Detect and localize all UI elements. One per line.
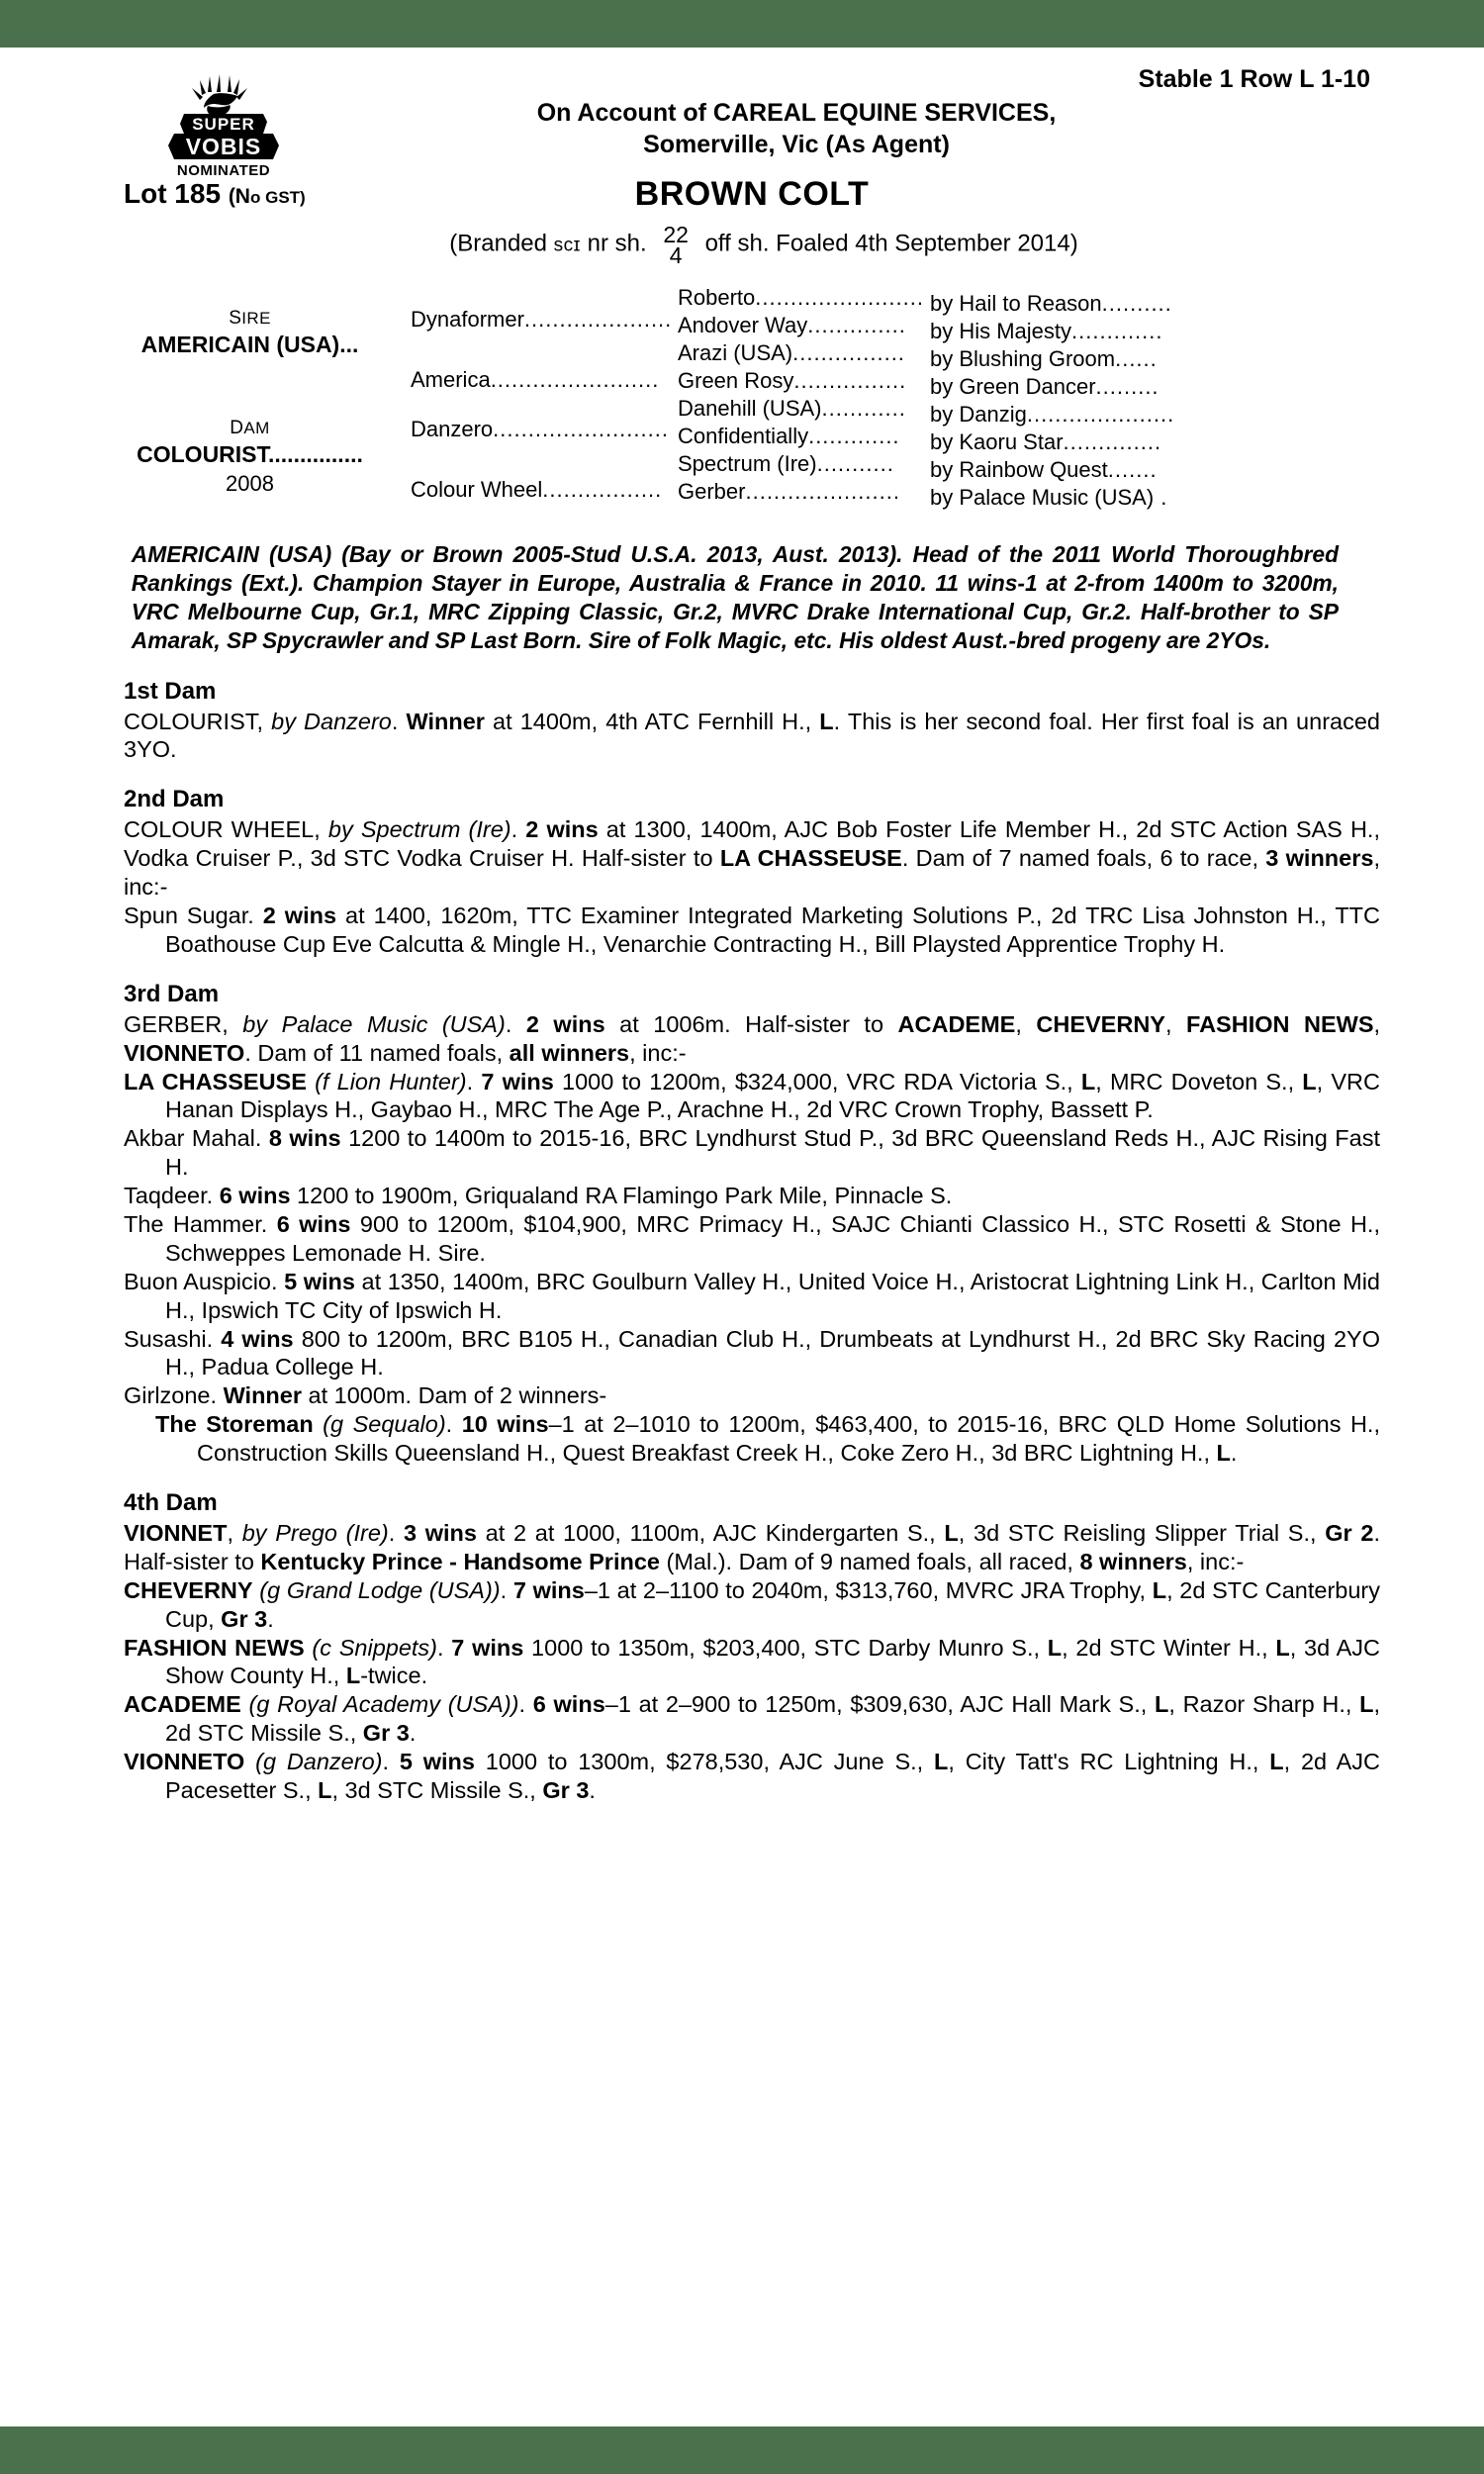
emphasis-bold: 2 wins xyxy=(525,1010,605,1037)
page-title: BROWN COLT xyxy=(634,175,870,213)
text-run: , inc:- xyxy=(124,845,1380,901)
pedigree-entry xyxy=(124,1268,1380,1325)
emphasis-bold: 3 winners xyxy=(1265,845,1374,872)
text-run: . This is her second foal. Her first foal is an unraced 3YO. xyxy=(124,708,1380,763)
emphasis-bold: VIONNET xyxy=(124,1519,228,1546)
emphasis-bold: 3 wins xyxy=(403,1519,477,1546)
pedigree-entry xyxy=(124,1690,1380,1748)
pedigree-entry xyxy=(124,1124,1380,1182)
emphasis-bold: 8 winners xyxy=(1079,1548,1187,1574)
pedigree-entry xyxy=(124,1182,1380,1210)
text-run: , xyxy=(227,1519,242,1546)
bottom-green-band xyxy=(0,2426,1484,2474)
lot-number-text: Lot 185 xyxy=(124,178,222,209)
emphasis-bold: 7 wins xyxy=(512,1576,585,1603)
page-content xyxy=(124,48,1380,1805)
pedigree-gen3-row: Danehill (USA)............ by Danzig..................... xyxy=(678,396,1175,427)
stable-row-label: Stable 1 Row L 1-10 xyxy=(1138,65,1370,93)
sire-name-dots: ... xyxy=(339,331,359,357)
no-gst-smallcaps: o GST) xyxy=(249,188,306,207)
emphasis-bold: all winners xyxy=(509,1039,630,1066)
text-run: . xyxy=(505,1010,526,1037)
text-run: –1 at 2–1010 to 1200m, $463,400, to 2015-16, BRC QLD Home Solutions H., Construction Skills Queensland H., Quest Breakfast Creek H., Coke Zero H., 3d BRC Lightning H., xyxy=(197,1411,1380,1467)
emphasis-bold: LA CHASSEUSE xyxy=(719,845,902,872)
text-run: Buon Auspicio. xyxy=(124,1268,285,1294)
text-run: at 1006m. Half-sister to xyxy=(604,1010,898,1037)
dam-role-label: DAM xyxy=(230,418,270,438)
text-run: . xyxy=(391,708,407,734)
text-run: . Dam of 7 named foals, 6 to race, xyxy=(901,845,1266,872)
pedigree-entry xyxy=(124,1381,1380,1410)
text-run: , VRC Hanan Displays H., Gaybao H., MRC The Age P., Arachne H., 2d VRC Crown Trophy, Bassett P. xyxy=(165,1068,1380,1123)
emphasis-bold: Kentucky Prince - Handsome Prince xyxy=(260,1548,660,1574)
text-run: at 2 at 1000, 1100m, AJC Kindergarten S., xyxy=(476,1519,945,1546)
text-run: –1 at 2–900 to 1250m, $309,630, AJC Hall Mark S., xyxy=(604,1691,1155,1718)
emphasis-bold: 6 wins xyxy=(219,1183,291,1209)
text-run: 900 to 1200m, $104,900, MRC Primacy H., SAJC Chianti Classico H., STC Rosetti & Stone H., Schweppes Lemonade H. Sire. xyxy=(165,1210,1380,1266)
text-run: , 3d STC Reisling Slipper Trial S., xyxy=(958,1519,1326,1546)
text-run: 800 to 1200m, BRC B105 H., Canadian Club H., Drumbeats at Lyndhurst H., 2d BRC Sky Racing 2YO H., Padua College H. xyxy=(165,1325,1380,1380)
svg-text:SUPER: SUPER xyxy=(192,115,255,134)
emphasis-bold: 2 wins xyxy=(525,816,599,843)
text-run: Akbar Mahal. xyxy=(124,1125,269,1152)
pedigree-entry xyxy=(124,1068,1380,1125)
emphasis-bold: The Storeman xyxy=(155,1411,314,1438)
text-run: at 1400m, 4th ATC Fernhill H., xyxy=(484,708,820,734)
pedigree-gen3-row: Andover Way.............. by His Majesty............. xyxy=(678,313,1163,343)
emphasis-bold: L xyxy=(1275,1634,1290,1661)
text-run: -twice. xyxy=(360,1663,428,1689)
text-run: GERBER, xyxy=(124,1010,243,1037)
pedigree-entry xyxy=(124,1410,1380,1468)
text-run: . xyxy=(445,1411,462,1438)
brand-fraction-numerator: 22 xyxy=(663,222,689,247)
dam-name: COLOURIST............... xyxy=(137,440,363,467)
text-run: . Dam of 11 named foals, xyxy=(244,1039,510,1066)
text-run: , inc:- xyxy=(629,1039,687,1066)
text-run: The Hammer. xyxy=(124,1210,277,1237)
pedigree-entry xyxy=(124,708,1380,765)
emphasis-bold: 6 wins xyxy=(276,1210,351,1237)
pedigree-entry xyxy=(124,1576,1380,1634)
emphasis-bold: Winner xyxy=(406,708,485,734)
text-run: 1200 to 1900m, Griqualand RA Flamingo Park Mile, Pinnacle S. xyxy=(290,1183,953,1209)
dam-heading: 1st Dam xyxy=(124,677,217,705)
emphasis-italic: (g Danzero) xyxy=(244,1749,383,1775)
pedigree-gen3-row: Spectrum (Ire)........... by Rainbow Quest....... xyxy=(678,451,1158,482)
emphasis-bold: 7 wins xyxy=(451,1634,524,1661)
text-run: . xyxy=(518,1691,533,1718)
emphasis-bold: L xyxy=(1216,1440,1231,1467)
text-run: , 2d STC Winter H., xyxy=(1062,1634,1276,1661)
text-run: . xyxy=(409,1720,417,1747)
sire-name: AMERICAIN (USA)... xyxy=(140,331,359,357)
emphasis-italic: (g Royal Academy (USA)) xyxy=(240,1691,519,1718)
emphasis-bold: L xyxy=(1269,1749,1284,1775)
emphasis-bold: CHEVERNY xyxy=(124,1576,253,1603)
dam-heading: 3rd Dam xyxy=(124,980,220,1007)
emphasis-bold: Gr 3 xyxy=(221,1605,268,1632)
text-run: , MRC Doveton S., xyxy=(1095,1068,1303,1094)
text-run: , 2d STC Missile S., xyxy=(165,1691,1380,1747)
pedigree-sire-group xyxy=(124,307,376,360)
emphasis-bold: 2 wins xyxy=(262,902,337,928)
text-run: . xyxy=(267,1605,274,1632)
text-run: . xyxy=(1230,1440,1238,1467)
text-run: . xyxy=(510,816,526,843)
dam-heading: 2nd Dam xyxy=(124,786,225,813)
emphasis-bold: VIONNETO xyxy=(124,1039,245,1066)
emphasis-bold: ACADEME xyxy=(897,1010,1016,1037)
dam-sections xyxy=(124,678,1380,1805)
pedigree-entry xyxy=(124,1010,1380,1068)
text-run: , xyxy=(1373,1010,1381,1037)
emphasis-bold: L xyxy=(318,1777,332,1803)
text-run: . xyxy=(500,1576,513,1603)
sire-role-label: SIRE xyxy=(229,308,271,329)
text-run: . xyxy=(589,1777,596,1803)
branded-line xyxy=(124,224,1380,271)
emphasis-bold: L xyxy=(1152,1576,1167,1603)
pedigree-entry xyxy=(124,815,1380,902)
text-run: Susashi. xyxy=(124,1325,222,1352)
page-header xyxy=(124,48,1380,178)
pedigree-gen3-row: Confidentially............. by Kaoru Star.............. xyxy=(678,424,1162,454)
emphasis-bold: L xyxy=(1047,1634,1063,1661)
text-run: COLOUR WHEEL, xyxy=(124,816,328,843)
pedigree-entry xyxy=(124,1634,1380,1691)
top-green-band xyxy=(0,0,1484,48)
pedigree-col-greatgrandparents xyxy=(678,285,1380,510)
emphasis-bold: 5 wins xyxy=(284,1268,355,1294)
pedigree-gen2-item: Dynaformer..................... xyxy=(411,307,673,332)
account-line-2: Somerville, Vic (As Agent) xyxy=(643,131,950,158)
text-run: , 2d AJC Pacesetter S., xyxy=(165,1749,1381,1803)
branded-prefix: (Branded xyxy=(449,230,547,257)
text-run: . xyxy=(382,1749,400,1775)
brand-fraction-denominator: 4 xyxy=(669,242,683,269)
emphasis-bold: L xyxy=(1359,1691,1374,1718)
emphasis-bold: LA CHASSEUSE xyxy=(124,1068,307,1094)
pedigree-entry xyxy=(124,1210,1380,1268)
text-run: at 1000m. Dam of 2 winners- xyxy=(302,1382,607,1409)
dam-heading: 4th Dam xyxy=(124,1488,218,1516)
text-run: at 1400, 1620m, TTC Examiner Integrated Marketing Solutions P., 2d TRC Lisa Johnston H., TTC Boathouse Cup Eve Calcutta & Mingle H., Venarchie Contracting H., Bill Playsted Apprentice Trophy H. xyxy=(165,902,1381,957)
pedigree-entry xyxy=(124,1748,1380,1805)
svg-text:NOMINATED: NOMINATED xyxy=(176,162,271,179)
pedigree-entry xyxy=(124,902,1380,959)
text-run: , 3d AJC Show County H., xyxy=(165,1634,1380,1689)
emphasis-italic: by Prego (Ire) xyxy=(241,1519,389,1546)
emphasis-bold: Winner xyxy=(223,1382,303,1409)
emphasis-bold: CHEVERNY xyxy=(1036,1010,1165,1037)
pedigree-gen2-item: America........................ xyxy=(411,367,660,392)
text-run: 1000 to 1200m, $324,000, VRC RDA Victoria S., xyxy=(553,1068,1081,1094)
text-run: . xyxy=(466,1068,482,1094)
emphasis-bold: 8 wins xyxy=(268,1125,341,1152)
emphasis-italic: by Spectrum (Ire) xyxy=(327,816,511,843)
text-run: . xyxy=(388,1519,404,1546)
branded-suffix: off sh. Foaled 4th September 2014) xyxy=(704,230,1078,257)
text-run: at 1300, 1400m, AJC Bob Foster Life Member H., 2d STC Action SAS H., Vodka Cruiser P., 3d STC Vodka Cruiser H. Half-sister to xyxy=(124,816,1380,872)
emphasis-bold: L xyxy=(1154,1691,1169,1718)
text-run: Spun Sugar. xyxy=(124,902,263,928)
emphasis-bold: FASHION NEWS xyxy=(124,1634,305,1661)
pedigree-gen3-row: Gerber...................... by Palace Music (USA) . xyxy=(678,479,1168,510)
pedigree-gen2-item: Danzero......................... xyxy=(411,417,669,441)
text-run: (Mal.). Dam of 9 named foals, all raced, xyxy=(659,1548,1080,1574)
text-run: Taqdeer. xyxy=(124,1183,220,1209)
emphasis-bold: 4 wins xyxy=(221,1325,294,1352)
emphasis-bold: L xyxy=(934,1749,949,1775)
emphasis-bold: L xyxy=(1080,1068,1096,1094)
lot-title-row xyxy=(124,175,1380,224)
emphasis-bold: 6 wins xyxy=(532,1691,605,1718)
text-run: , City Tatt's RC Lightning H., xyxy=(948,1749,1270,1775)
text-run: at 1350, 1400m, BRC Goulburn Valley H., United Voice H., Aristocrat Lightning Link H., Carlton Mid H., Ipswich TC City of Ipswich H. xyxy=(165,1268,1380,1323)
text-run: COLOURIST, xyxy=(124,708,272,734)
emphasis-bold: L xyxy=(1302,1068,1317,1094)
text-run: , inc:- xyxy=(1186,1548,1245,1574)
pedigree-table xyxy=(124,285,1380,532)
emphasis-bold: L xyxy=(944,1519,959,1546)
emphasis-bold: 5 wins xyxy=(399,1749,475,1775)
emphasis-italic: by Danzero xyxy=(271,708,392,734)
text-run: . xyxy=(437,1634,452,1661)
pedigree-gen2-item: Colour Wheel................. xyxy=(411,477,663,502)
emphasis-italic: (c Snippets) xyxy=(304,1634,438,1661)
emphasis-bold: 10 wins xyxy=(461,1411,549,1438)
emphasis-bold: ACADEME xyxy=(124,1691,241,1718)
text-run: 1000 to 1350m, $203,400, STC Darby Munro S., xyxy=(523,1634,1048,1661)
text-run: . Half-sister to xyxy=(124,1519,1380,1574)
text-run: , Razor Sharp H., xyxy=(1168,1691,1360,1718)
text-run: , 2d STC Canterbury Cup, xyxy=(165,1576,1380,1632)
emphasis-italic: (g Sequalo) xyxy=(313,1411,446,1438)
pedigree-entry xyxy=(124,1325,1380,1382)
pedigree-dam-group xyxy=(124,417,376,498)
emphasis-bold: 7 wins xyxy=(481,1068,554,1094)
pedigree-gen3-row: Green Rosy................ by Green Dancer......... xyxy=(678,368,1159,399)
account-line-1: On Account of CAREAL EQUINE SERVICES, xyxy=(536,99,1057,127)
brand-fraction xyxy=(663,222,689,269)
emphasis-bold: L xyxy=(345,1663,361,1689)
svg-text:VOBIS: VOBIS xyxy=(185,134,262,159)
text-run: , xyxy=(1015,1010,1037,1037)
pedigree-gen3-row: Roberto........................ by Hail to Reason.......... xyxy=(678,285,1172,316)
emphasis-italic: by Palace Music (USA) xyxy=(242,1010,506,1037)
emphasis-bold: Gr 3 xyxy=(362,1720,410,1747)
pedigree-gen3-row: Arazi (USA)................ by Blushing Groom...... xyxy=(678,340,1158,371)
emphasis-bold: Gr 3 xyxy=(542,1777,590,1803)
emphasis-bold: L xyxy=(819,708,834,734)
sire-description-paragraph: AMERICAIN (USA) (Bay or Brown 2005-Stud U.S.A. 2013, Aust. 2013). Head of the 2011 World Thoroughbred Rankings (Ext.). Champion Stayer in Europe, Australia & France in 2010. 11 wins-1 at 2-from 1400m to 3200m, VRC Melbourne Cup, Gr.1, MRC Zipping Classic, Gr.2, MVRC Drake International Cup, Gr.2. Half-brother to SP Amarak, SP Spycrawler and SP Last Born. Sire of Folk Magic, etc. His oldest Aust.-bred progeny are 2YOs. xyxy=(131,541,1340,654)
dam-name-dots: ............... xyxy=(268,440,363,467)
emphasis-italic: (g Grand Lodge (USA)) xyxy=(252,1576,501,1603)
text-run: –1 at 2–1100 to 2040m, $313,760, MVRC JRA Trophy, xyxy=(584,1576,1153,1603)
emphasis-italic: (f Lion Hunter) xyxy=(306,1068,467,1094)
pedigree-entry xyxy=(124,1519,1380,1576)
branded-mid: nr sh. xyxy=(587,230,647,257)
no-gst-note: (No GST) xyxy=(228,185,306,208)
brand-mark: scɪ xyxy=(553,235,581,256)
emphasis-bold: FASHION NEWS xyxy=(1186,1010,1374,1037)
catalogue-page xyxy=(0,48,1484,2426)
text-run: Girlzone. xyxy=(124,1382,224,1409)
emphasis-bold: Gr 2 xyxy=(1325,1519,1374,1546)
text-run: 1200 to 1400m to 2015-16, BRC Lyndhurst Stud P., 3d BRC Queensland Reds H., AJC Rising Fast H. xyxy=(165,1125,1380,1181)
dam-year: 2008 xyxy=(226,470,274,496)
text-run: , xyxy=(1164,1010,1187,1037)
emphasis-bold: VIONNETO xyxy=(124,1749,245,1775)
text-run: 1000 to 1300m, $278,530, AJC June S., xyxy=(474,1749,934,1775)
text-run: , 3d STC Missile S., xyxy=(331,1777,543,1803)
